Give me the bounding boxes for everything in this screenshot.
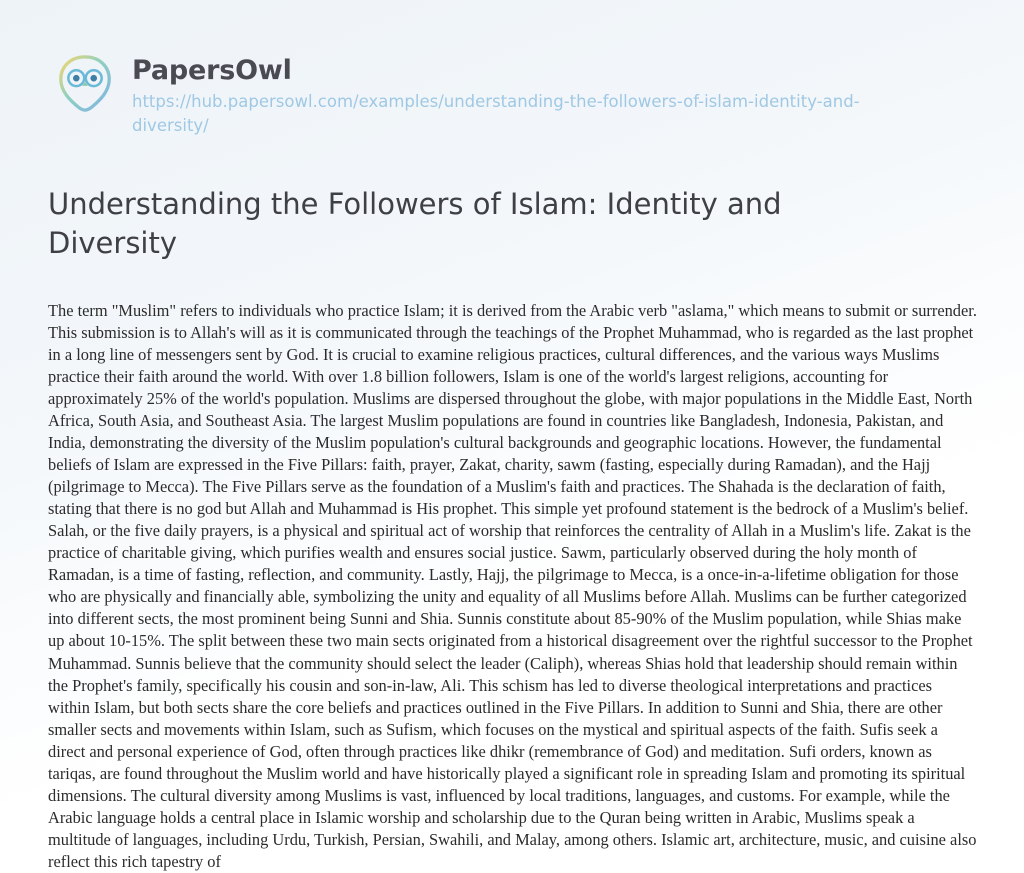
page-title: Understanding the Followers of Islam: Identity and Diversity [0,157,836,262]
article-body [0,282,1024,873]
owl-logo-icon [54,52,116,114]
site-header [0,0,1024,138]
brand-block [122,48,892,138]
brand-name: PapersOwl [132,56,892,86]
article-paragraph: The term "Muslim" refers to individuals who practice Islam; it is derived from the Arabic verb "aslama," which means to submit or surrender. This submission is to Allah's will as it is communicated through the teachings of the Prophet Muhammad, who is regarded as the last prophet in a long line of messengers sent by God. It is crucial to examine religious practices, cultural differences, and the various ways Muslims practice their faith around the world. With over 1.8 billion followers, Islam is one of the world's largest religions, accounting for approximately 25% of the world's population. Muslims are dispersed throughout the globe, with major populations in the Middle East, North Africa, South Asia, and Southeast Asia. The largest Muslim populations are found in countries like Bangladesh, Indonesia, Pakistan, and India, demonstrating the diversity of the Muslim population's cultural backgrounds and geographic locations. However, the fundamental beliefs of Islam are expressed in the Five Pillars: faith, prayer, Zakat, charity, sawm (fasting, especially during Ramadan), and the Hajj (pilgrimage to Mecca). The Five Pillars serve as the foundation of a Muslim's faith and practices. The Shahada is the declaration of faith, stating that there is no god but Allah and Muhammad is His prophet. This simple yet profound statement is the bedrock of a Muslim's belief. Salah, or the five daily prayers, is a physical and spiritual act of worship that reinforces the centrality of Allah in a Muslim's life. Zakat is the practice of charitable giving, which purifies wealth and ensures social justice. Sawm, particularly observed during the holy month of Ramadan, is a time of fasting, reflection, and community. Lastly, Hajj, the pilgrimage to Mecca, is a once-in-a-lifetime obligation for those who are physically and financially able, symbolizing the unity and equality of all Muslims before Allah. Muslims can be further categorized into different sects, the most prominent being Sunni and Shia. Sunnis constitute about 85-90% of the Muslim population, while Shias make up about 10-15%. The split between these two main sects originated from a historical disagreement over the rightful successor to the Prophet Muhammad. Sunnis believe that the community should select the leader (Caliph), whereas Shias hold that leadership should remain within the Prophet's family, specifically his cousin and son-in-law, Ali. This schism has led to diverse theological interpretations and practices within Islam, but both sects share the core beliefs and practices outlined in the Five Pillars. In addition to Sunni and Shia, there are other smaller sects and movements within Islam, such as Sufism, which focuses on the mystical and spiritual aspects of the faith. Sufis seek a direct and personal experience of God, often through practices like dhikr (remembrance of God) and meditation. Sufi orders, known as tariqas, are found throughout the Muslim world and have historically played a significant role in spreading Islam and promoting its spiritual dimensions. The cultural diversity among Muslims is vast, influenced by local traditions, languages, and customs. For example, while the Arabic language holds a central place in Islamic worship and scholarship due to the Quran being written in Arabic, Muslims speak a multitude of languages, including Urdu, Turkish, Persian, Swahili, and Malay, among others. Islamic art, architecture, music, and cuisine also reflect this rich tapestry of [48,300,978,873]
source-url[interactable]: https://hub.papersowl.com/examples/understanding-the-followers-of-islam-identity-and-diversity/ [132,90,892,138]
logo-container [48,48,122,114]
